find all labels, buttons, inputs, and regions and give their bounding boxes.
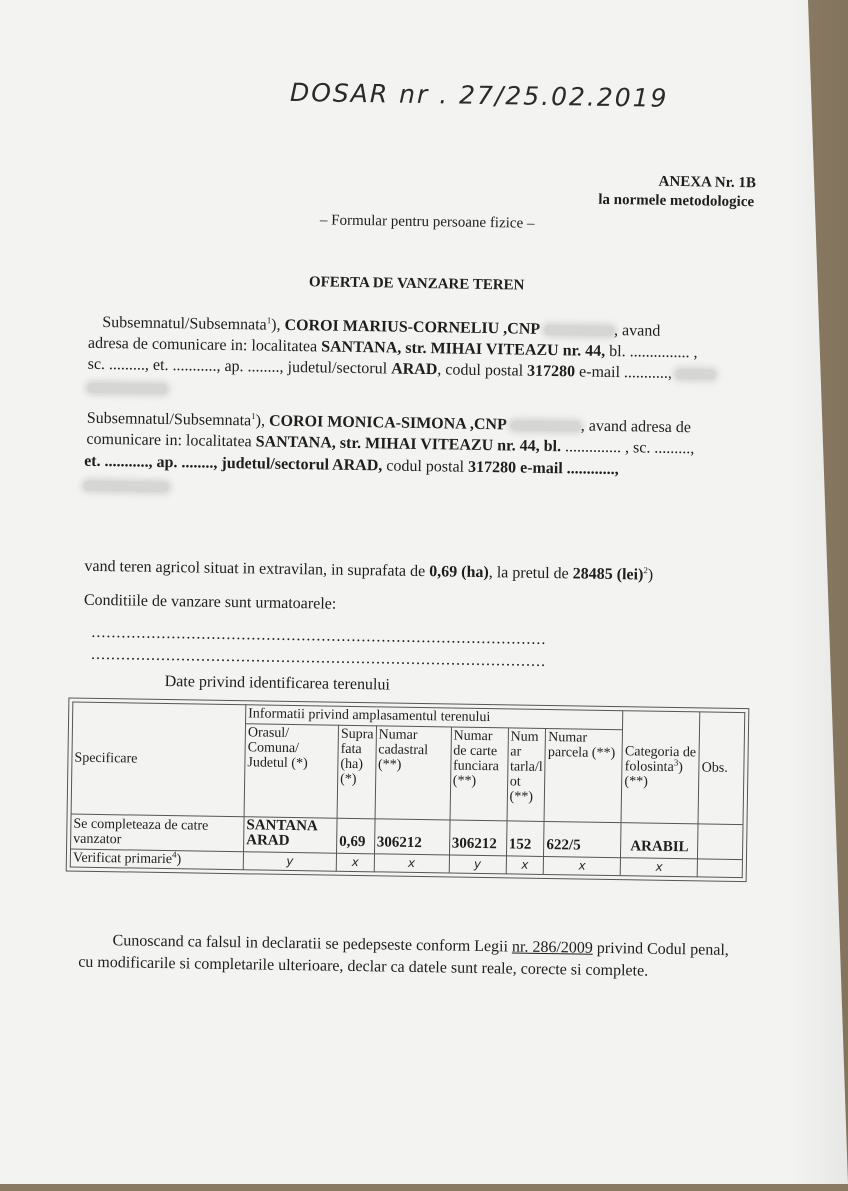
cell-city: SANTANA ARAD (244, 817, 338, 853)
cell-land-book: 306212 (449, 820, 507, 856)
cell-plot: 152 (506, 821, 544, 857)
header-plot: Num ar tarla/l ot (**) (507, 728, 546, 822)
dossier-number-handwritten: DOSAR nr . 27/25.02.2019 (289, 77, 669, 113)
seller1-line1: Subsemnatul/Subsemnata$^1$), COROI MARIUS-CORNELIU ,CNP , avand (102, 313, 661, 340)
law-reference: nr. 286/2009 (511, 938, 593, 957)
land-identification-table (70, 702, 746, 879)
header-land-book: Numar de carte funciara (**) (450, 727, 508, 821)
header-parcel: Numar parcela (**) (544, 728, 622, 822)
annex-number: ANEXA Nr. 1B (658, 173, 757, 192)
seller1-line2: adresa de comunicare in: localitatea SANTANA, str. MIHAI VITEAZU nr. 44, bl. ............... , (87, 334, 698, 362)
redacted-email (676, 369, 716, 380)
table-title: Date privind identificarea terenului (164, 673, 391, 694)
redacted-cnp (544, 325, 614, 336)
header-obs: Obs. (698, 712, 745, 825)
form-subtitle: – Formular pentru persoane fizice – (319, 212, 535, 232)
document-title: OFERTA DE VANZARE TEREN (308, 274, 525, 294)
offer-line: vand teren agricol situat in extravilan, in suprafata de 0,69 (ha), la pretul de 28485 (lei)$^2$) (84, 557, 654, 584)
check-mark: y (243, 852, 336, 871)
redacted-email-continued (87, 383, 167, 394)
check-mark: x (621, 858, 698, 877)
declaration-line-2: cu modificarile si completarile ulterioare, declar ca datele sunt reale, corecte si complete. (78, 953, 649, 980)
declaration-line-1: Cunoscand ca falsul in declaratii se pedepseste conform Legii nr. 286/2009 privind Codul penal, (112, 932, 729, 959)
conditions-line-2: ........................................................................................... (90, 645, 547, 670)
seller2-line2: comunicare in: localitatea SANTANA, str. MIHAI VITEAZU nr. 44, bl. .............. , sc. ........., (86, 430, 695, 458)
redacted-email (84, 481, 169, 492)
cell-obs (698, 824, 744, 860)
cell-category: ARABIL (621, 823, 699, 859)
offer-area: 0,69 (ha) (429, 563, 489, 582)
check-mark: y (449, 855, 506, 874)
row-seller-label: Se completeaza de catre vanzator (71, 814, 245, 852)
header-specificare: Specificare (71, 702, 246, 817)
header-location-group: Informatii privind amplasamentul terenului (246, 705, 624, 730)
conditions-label: Conditiile de vanzare sunt urmatoarele: (83, 591, 337, 613)
seller2-name: COROI MONICA-SIMONA ,CNP (268, 412, 507, 434)
check-mark: x (506, 856, 544, 875)
seller2-line3: et. ..........., ap. ........, judetul/sectorul ARAD, codul postal 317280 e-mail ............, (84, 452, 619, 479)
conditions-line-1: ........................................................................................... (91, 623, 547, 648)
check-mark: x (336, 853, 374, 872)
annex-subtitle: la normele metodologice (598, 191, 755, 211)
cell-area: 0,69 (337, 818, 375, 854)
seller2-line1: Subsemnatul/Subsemnata$^1$), COROI MONICA-SIMONA ,CNP , avand adresa de (86, 409, 692, 437)
row-verified-label: Verificat primarie$^4$) (70, 849, 243, 870)
header-cadastral: Numar cadastral (**) (375, 726, 451, 820)
check-mark: x (544, 856, 621, 875)
cell-cadastral: 306212 (374, 819, 450, 855)
redacted-cnp (511, 421, 581, 432)
check-mark: x (374, 854, 449, 873)
offer-price: 28485 (lei) (572, 565, 644, 584)
header-area: Supra fata (ha) (*) (337, 725, 376, 819)
seller1-line3: sc. ........., et. ..........., ap. ........, judetul/sectorul ARAD, codul postal 317280 e-mail ..........., (88, 355, 717, 384)
seller1-name: COROI MARIUS-CORNELIU ,CNP (284, 316, 541, 338)
header-city: Orasul/ Comuna/ Judetul (*) (244, 724, 338, 818)
cell-parcel: 622/5 (544, 821, 622, 857)
header-category: Categoria de folosinta$^3$) (**) (621, 711, 700, 824)
